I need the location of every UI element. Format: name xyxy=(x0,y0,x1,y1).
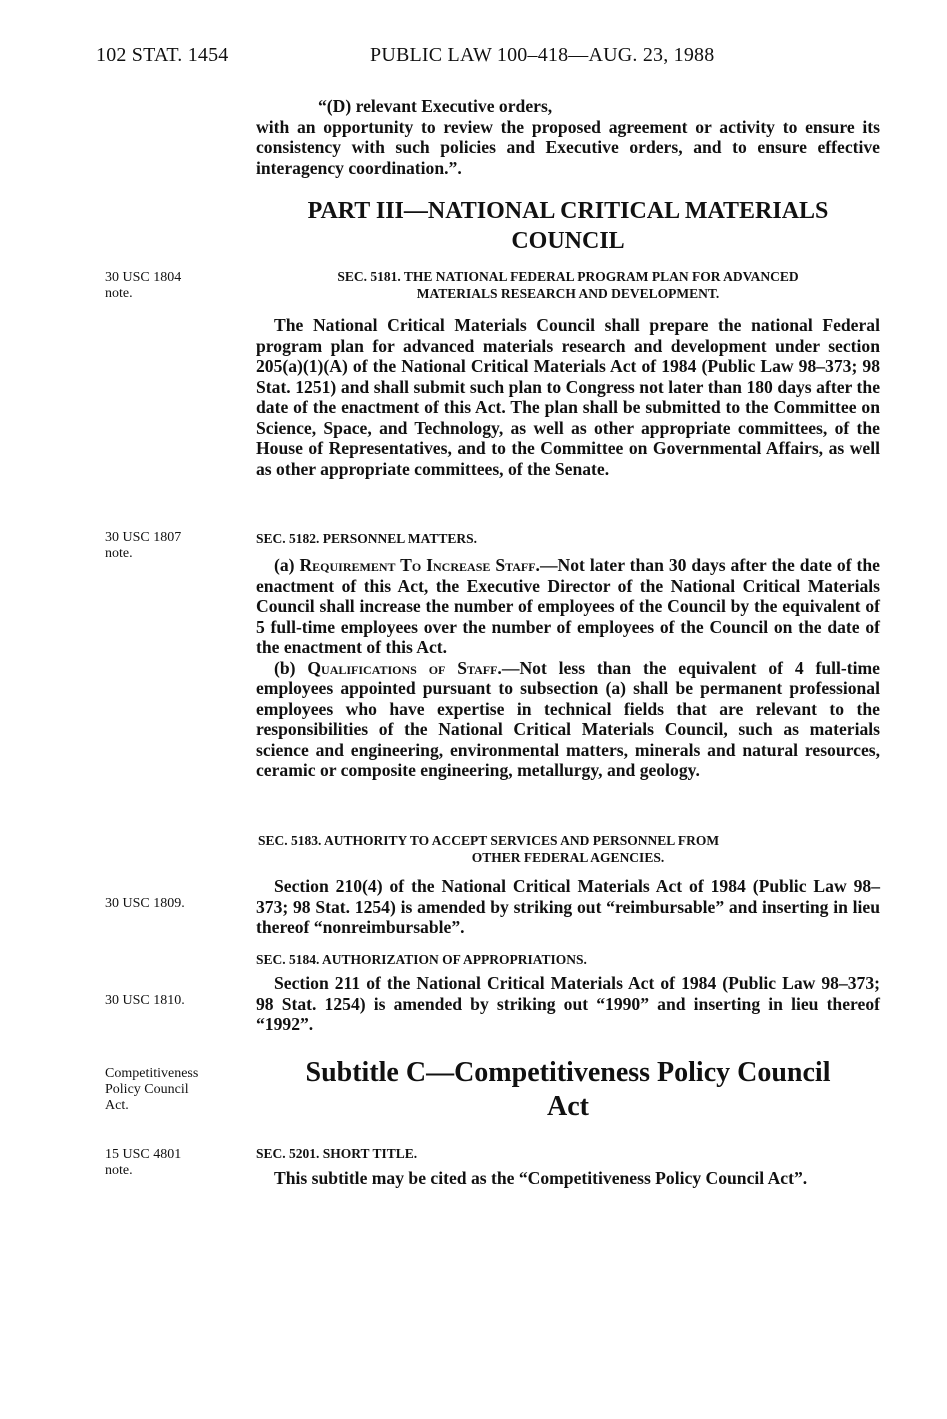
margin-note-5184: 30 USC 1810. xyxy=(105,993,185,1008)
body-paragraph: This subtitle may be cited as the “Competitiveness Policy Council Act”. xyxy=(274,1168,808,1188)
subsection-b-label: (b) xyxy=(274,657,308,678)
subsection-a-label: (a) xyxy=(274,555,300,575)
subtitle-title-line2: Act xyxy=(547,1091,589,1122)
subsection-a-caption: Requirement To Increase Staff. xyxy=(299,555,540,575)
subsection-b-text: —Not less than the equivalent of 4 full-time employees appointed pursuant to subsection (a) shall be permanent professional employees who have expertise in technical fields that are relevant to the responsibilities of the National Critical Materials Council, such as materials science and engineering, environmental matters, minerals and natural resources, ceramic or composite engineering, metallurgy, and geology. xyxy=(256,657,880,780)
intro-block xyxy=(256,96,880,178)
subsection-a xyxy=(256,555,880,658)
section-heading-5183 xyxy=(256,832,880,866)
margin-citation: 30 USC 1804 xyxy=(105,270,182,285)
section-body-5183 xyxy=(256,876,880,938)
subtitle-title xyxy=(256,1056,880,1124)
margin-note-subtitle-c xyxy=(105,1066,255,1114)
section-body-5184 xyxy=(256,973,880,1035)
body-paragraph: The National Critical Materials Council shall prepare the national Federal program plan for advanced materials research and development under section 205(a)(1)(A) of the National Critical Materials Act of 1984 (Public Law 98–373; 98 Stat. 1251) and shall submit such plan to Congress not later than 180 days after the date of the enactment of this Act. The plan shall be submitted to the Committee on Science, Space, and Technology, as well as other appropriate committees, of the House of Representatives, and to the Committee on Governmental Affairs, as well as other appropriate committees, of the Senate. xyxy=(256,315,880,479)
part-title-line2: COUNCIL xyxy=(511,228,625,254)
section-heading-5182: SEC. 5182. PERSONNEL MATTERS. xyxy=(256,531,478,546)
margin-citation: 30 USC 1807 xyxy=(105,530,182,545)
item-d: “(D) relevant Executive orders, xyxy=(318,96,553,116)
heading-line2: OTHER FEDERAL AGENCIES. xyxy=(471,850,665,865)
margin-note-5181 xyxy=(105,270,255,302)
heading-line2: MATERIALS RESEARCH AND DEVELOPMENT. xyxy=(416,286,720,301)
running-head: PUBLIC LAW 100–418—AUG. 23, 1988 xyxy=(370,44,715,66)
margin-note-5182 xyxy=(105,530,255,562)
section-heading-5201: SEC. 5201. SHORT TITLE. xyxy=(256,1146,418,1161)
subsection-b-caption: Qualifications of Staff. xyxy=(307,657,502,678)
heading-line1: SEC. 5183. AUTHORITY TO ACCEPT SERVICES AND PERSONNEL FROM xyxy=(258,833,720,848)
heading-line1: SEC. 5181. THE NATIONAL FEDERAL PROGRAM PLAN FOR ADVANCED xyxy=(337,269,799,284)
section-body-5182 xyxy=(256,555,880,781)
part-title-line1: PART III—NATIONAL CRITICAL MATERIALS xyxy=(307,198,829,224)
body-paragraph: Section 210(4) of the National Critical Materials Act of 1984 (Public Law 98–373; 98 Stat. 1254) is amended by striking out “reimbursable” and inserting in lieu thereof “nonreimbursable”. xyxy=(256,876,880,937)
section-body-5201 xyxy=(256,1168,880,1189)
section-body-5181 xyxy=(256,315,880,479)
subsection-a-text: —Not later than 30 days after the date of the enactment of this Act, the Executive Director of the National Critical Materials Council shall increase the number of employees of the Council by the equivalent of 5 full-time employees over the number of employees of the Council on the date of the enactment of this Act. xyxy=(256,555,880,657)
section-heading-5184: SEC. 5184. AUTHORIZATION OF APPROPRIATIONS. xyxy=(256,952,587,967)
margin-note-label: note. xyxy=(105,1163,133,1178)
margin-line2: Policy Council xyxy=(105,1082,189,1097)
subsection-b xyxy=(256,658,880,781)
part-title xyxy=(256,196,880,256)
page-citation: 102 STAT. 1454 xyxy=(96,44,229,66)
margin-note-label: note. xyxy=(105,546,133,561)
margin-citation: 15 USC 4801 xyxy=(105,1147,182,1162)
margin-note-5201 xyxy=(105,1147,255,1179)
margin-note-label: note. xyxy=(105,286,133,301)
section-heading-5181 xyxy=(256,268,880,302)
subtitle-title-line1: Subtitle C—Competitiveness Policy Council xyxy=(305,1057,831,1088)
intro-continuation: with an opportunity to review the proposed agreement or activity to ensure its consistency with such policies and Executive orders, and to ensure effective interagency coordination.”. xyxy=(256,116,880,178)
margin-line1: Competitiveness xyxy=(105,1066,199,1081)
margin-line3: Act. xyxy=(105,1098,129,1113)
body-paragraph: Section 211 of the National Critical Materials Act of 1984 (Public Law 98–373; 98 Stat. 1254) is amended by striking out “1990” and inserting in lieu thereof “1992”. xyxy=(256,973,880,1034)
margin-note-5183: 30 USC 1809. xyxy=(105,896,185,911)
